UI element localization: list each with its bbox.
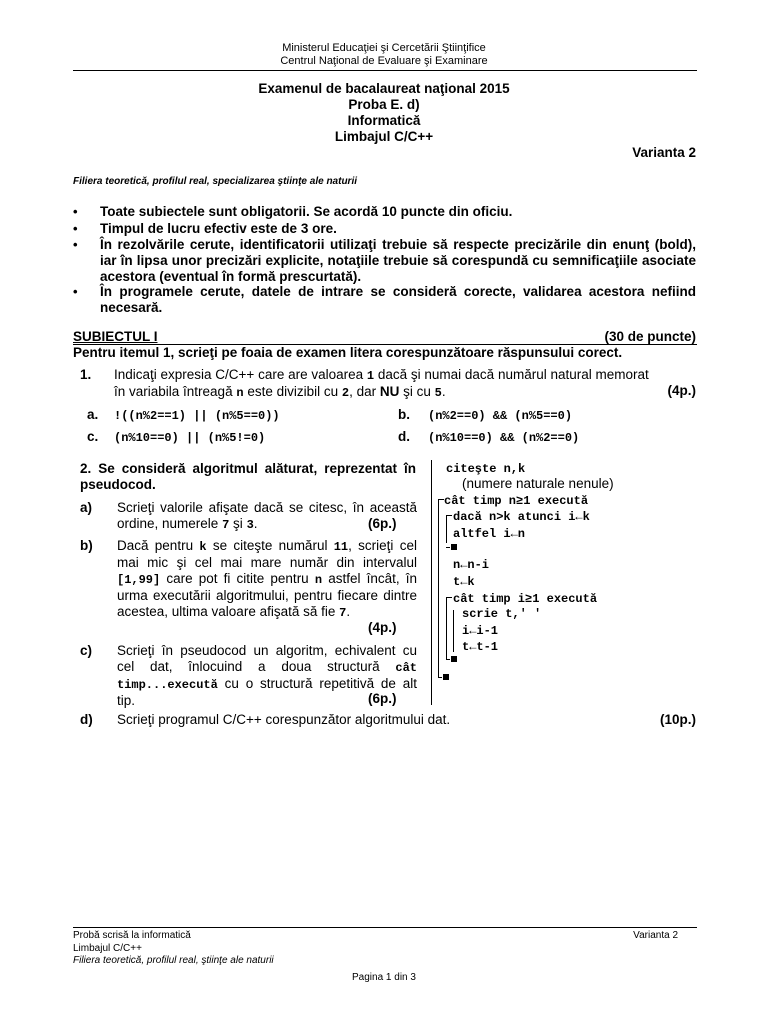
bullet-icon: • xyxy=(73,221,78,236)
end-block-icon xyxy=(443,674,449,680)
option-letter: a. xyxy=(87,407,99,422)
bullet-icon: • xyxy=(73,284,78,299)
q2d-points: (10p.) xyxy=(659,712,696,727)
footer-line1: Probă scrisă la informatică xyxy=(73,930,191,941)
loop-bracket-bottom xyxy=(438,677,442,678)
pseudo-line: i←i-1 xyxy=(462,624,499,638)
column-divider xyxy=(431,460,432,705)
subject-intro: Pentru itemul 1, scrieţi pe foaia de examen litera corespunzătoare răspunsului corect. xyxy=(73,345,623,360)
exam-proba: Proba E. d) xyxy=(348,97,420,112)
q2b-points: (4p.) xyxy=(368,620,397,635)
footer-line3: Filiera teoretică, profilul real, ştiinţe ale naturii xyxy=(73,955,274,966)
exam-language: Limbajul C/C++ xyxy=(334,129,434,144)
exam-subject: Informatică xyxy=(347,113,421,128)
variant-label: Varianta 2 xyxy=(632,145,696,160)
instruction-4: În programele cerute, datele de intrare se consideră corecte, validarea acestora nefiind necesară. xyxy=(100,284,696,315)
q2c-label: c) xyxy=(80,643,93,658)
header-divider xyxy=(73,70,697,71)
q2a-points: (6p.) xyxy=(368,516,397,531)
end-block-icon xyxy=(451,544,457,550)
q2a-label: a) xyxy=(80,500,93,515)
ministry-name: Ministerul Educaţiei şi Cercetării Ştiinţifice xyxy=(282,42,486,54)
pseudo-line: n←n-i xyxy=(453,558,490,572)
if-bracket xyxy=(446,515,447,543)
instruction-1: Toate subiectele sunt obligatorii. Se acordă 10 puncte din oficiu. xyxy=(100,204,513,219)
option-letter: b. xyxy=(398,407,410,422)
q2b-label: b) xyxy=(80,538,93,553)
if-bracket-bottom xyxy=(446,547,450,548)
subject-points: (30 de puncte) xyxy=(604,329,696,344)
q2a-text: Scrieţi valorile afişate dacă se citesc, în această ordine, numerele 7 şi 3. xyxy=(117,500,417,532)
center-name: Centrul Naţional de Evaluare şi Examinare xyxy=(280,55,488,67)
q1-text: Indicaţi expresia C/C++ care are valoarea 1 dacă şi numai dacă numărul natural memorat în variabila întreagă n este divizibil cu 2, dar NU şi cu 5. xyxy=(114,367,649,400)
track-label: Filiera teoretică, profilul real, specializarea ştiinţe ale naturii xyxy=(73,176,357,187)
instruction-3: În rezolvările cerute, identificatorii utilizaţi trebuie să respecte precizările din enunţ (bold), iar în lipsa unor precizări explicite, notaţiile trebuie să corespundă cu semnificaţiile asociate acestora (eventual în formă prescurtată). xyxy=(100,237,696,284)
q2-heading: 2. Se consideră algoritmul alăturat, reprezentat în pseudocod. xyxy=(80,461,416,492)
option-letter: d. xyxy=(398,429,410,444)
pseudo-line: dacă n>k atunci i←k xyxy=(453,510,590,524)
pseudo-line: cât timp n≥1 execută xyxy=(444,494,589,508)
q2c-points: (6p.) xyxy=(368,691,397,706)
q1-points: (4p.) xyxy=(667,383,696,398)
q2c-text: Scrieţi în pseudocod un algoritm, echivalent cu cel dat, înlocuind a doua structură cât timp...execută cu o structură repetitivă de alt tip. xyxy=(117,643,417,708)
q2d-text: Scrieţi programul C/C++ corespunzător algoritmului dat. xyxy=(117,712,451,727)
footer-divider xyxy=(73,927,697,928)
option-code: (n%10==0) && (n%2==0) xyxy=(428,431,580,445)
end-block-icon xyxy=(451,656,457,662)
inner-loop-bar xyxy=(453,610,454,652)
footer-line2: Limbajul C/C++ xyxy=(73,943,142,954)
option-code: !((n%2==1) || (n%5==0)) xyxy=(114,409,280,423)
page-number: Pagina 1 din 3 xyxy=(352,972,416,983)
pseudo-line: citeşte n,k xyxy=(446,462,526,476)
subject-title: SUBIECTUL I xyxy=(73,329,158,344)
bullet-icon: • xyxy=(73,204,78,219)
option-code: (n%10==0) || (n%5!=0) xyxy=(114,431,266,445)
option-letter: c. xyxy=(87,429,99,444)
pseudo-comment: (numere naturale nenule) xyxy=(462,476,614,491)
pseudo-line: t←k xyxy=(453,575,475,589)
inner-loop-bracket xyxy=(446,597,447,659)
instruction-2: Timpul de lucru efectiv este de 3 ore. xyxy=(100,221,337,236)
loop-bracket xyxy=(438,499,439,677)
inner-loop-bottom xyxy=(446,659,450,660)
pseudo-line: t←t-1 xyxy=(462,640,499,654)
q2d-label: d) xyxy=(80,712,93,727)
pseudo-line: altfel i←n xyxy=(453,527,526,541)
pseudo-line: cât timp i≥1 execută xyxy=(453,592,598,606)
footer-variant: Varianta 2 xyxy=(633,930,678,941)
exam-title: Examenul de bacalaureat naţional 2015 xyxy=(258,81,510,96)
q2b-text: Dacă pentru k se citeşte numărul 11, scrieţi cel mai mic şi cel mai mare număr din intervalul [1,99] care pot fi citite pentru n astfel încât, în urma executării algoritmului, pentru fiecare dintre acestea, ultima valoare afişată să fie 7. xyxy=(117,538,417,620)
q1-number: 1. xyxy=(80,367,92,382)
pseudo-line: scrie t,' ' xyxy=(462,607,542,621)
option-code: (n%2==0) && (n%5==0) xyxy=(428,409,573,423)
bullet-icon: • xyxy=(73,237,78,252)
